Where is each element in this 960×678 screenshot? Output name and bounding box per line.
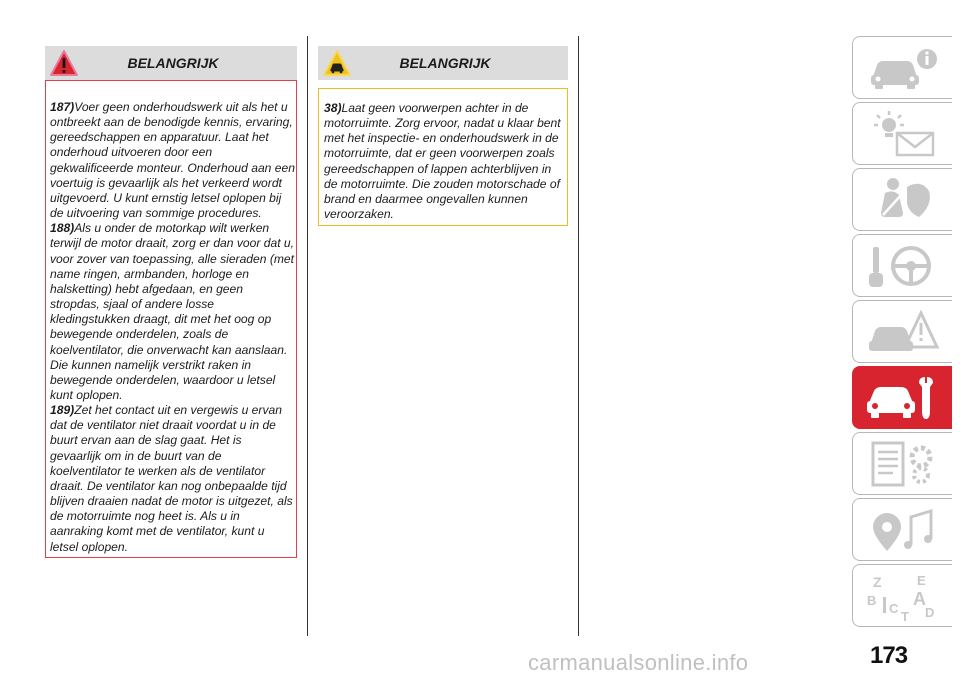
index-letter-z: Z <box>872 573 882 590</box>
column-divider-right <box>578 36 579 636</box>
column-divider-left <box>307 36 308 636</box>
right-warning-title: BELANGRIJK <box>399 55 491 71</box>
index-letter-c: C <box>888 600 898 616</box>
tab-index[interactable] <box>852 564 952 627</box>
left-warning-header <box>45 46 297 80</box>
tab-car-info[interactable] <box>852 36 952 99</box>
warning-triangle-icon <box>49 49 79 77</box>
specifications-icon <box>863 439 943 489</box>
index-letter-a: A <box>912 588 926 609</box>
tab-seat-safety[interactable] <box>852 168 952 231</box>
seat-safety-icon <box>863 175 943 225</box>
index-letter-d: D <box>924 604 934 620</box>
steering-key-icon <box>863 241 943 291</box>
left-warning-title: BELANGRIJK <box>127 55 219 71</box>
warning-item-188: 188)Als u onder de motorkap wilt werken terwijl de motor draait, zorg er dan voor dat u, voor zover van toepassing, alle sieraden (met name ringen, armbanden, horloge en halsketting) hebt afgedaan, en geen stropdas, sjaal of andere losse kledingstukken draagt, dit met het oog op bewegende onderdelen, zoals de koelventilator, die onverwacht kan aanslaan. Die kunnen namelijk verstrikt raken in bewegende onderdelen, waardoor u letsel kunt oplopen. <box>50 221 295 402</box>
left-warning-text <box>50 100 296 555</box>
warning-item-38: 38)Laat geen voorwerpen achter in de motorruimte. Zorg ervoor, nadat u klaar bent met het inspectie- en onderhoudswerk in de motorruimte, dat er geen voorwerpen zoals gereedschappen of lappen achterblijven in de motorruimte. Die zouden motorschade of brand en daarmee ongevallen kunnen veroorzaken. <box>324 101 561 222</box>
index-letter-t: T <box>900 608 909 621</box>
index-letter-e: E <box>916 572 926 588</box>
page-number: 173 <box>870 642 908 669</box>
right-warning-text <box>324 101 567 222</box>
warning-item-189: 189)Zet het contact uit en vergewis u ervan dat de ventilator niet draait voordat u in de buurt ervan aan de slag gaat. Het is gevaarlijk om in de buurt van de koelventilator te werken als de ventilator draait. De ventilator kan nog onbepaalde tijd blijven draaien nadat de motor is uitgezet, als de motorruimte nog heet is. Als u in aanraking komt met de ventilator, kunt u letsel oplopen. <box>50 403 293 554</box>
tab-dashboard-lights[interactable] <box>852 102 952 165</box>
tab-multimedia[interactable] <box>852 498 952 561</box>
tab-emergency[interactable] <box>852 300 952 363</box>
car-info-icon <box>863 43 943 93</box>
car-caution-icon <box>322 49 352 77</box>
index-icon <box>863 571 943 621</box>
car-service-icon <box>863 373 943 423</box>
tab-car-service[interactable] <box>852 366 952 429</box>
dashboard-lights-icon <box>863 109 943 159</box>
index-letter-b: B <box>866 592 876 608</box>
warning-item-187: 187)Voer geen onderhoudswerk uit als het u ontbreekt aan de benodigde kennis, ervaring, gereedschappen en apparatuur. Laat het onderhoud uitvoeren door een gekwalificeerde monteur. Onderhoud aan een voertuig is gevaarlijk als het verkeerd wordt uitgevoerd. U kunt ernstig letsel oplopen bij de uitvoering van sommige procedures. <box>50 100 295 221</box>
watermark: carmanualsonline.info <box>528 650 749 675</box>
tab-steering-key[interactable] <box>852 234 952 297</box>
multimedia-icon <box>863 505 943 555</box>
right-warning-header <box>318 46 568 80</box>
tab-specifications[interactable] <box>852 432 952 495</box>
emergency-icon <box>863 307 943 357</box>
